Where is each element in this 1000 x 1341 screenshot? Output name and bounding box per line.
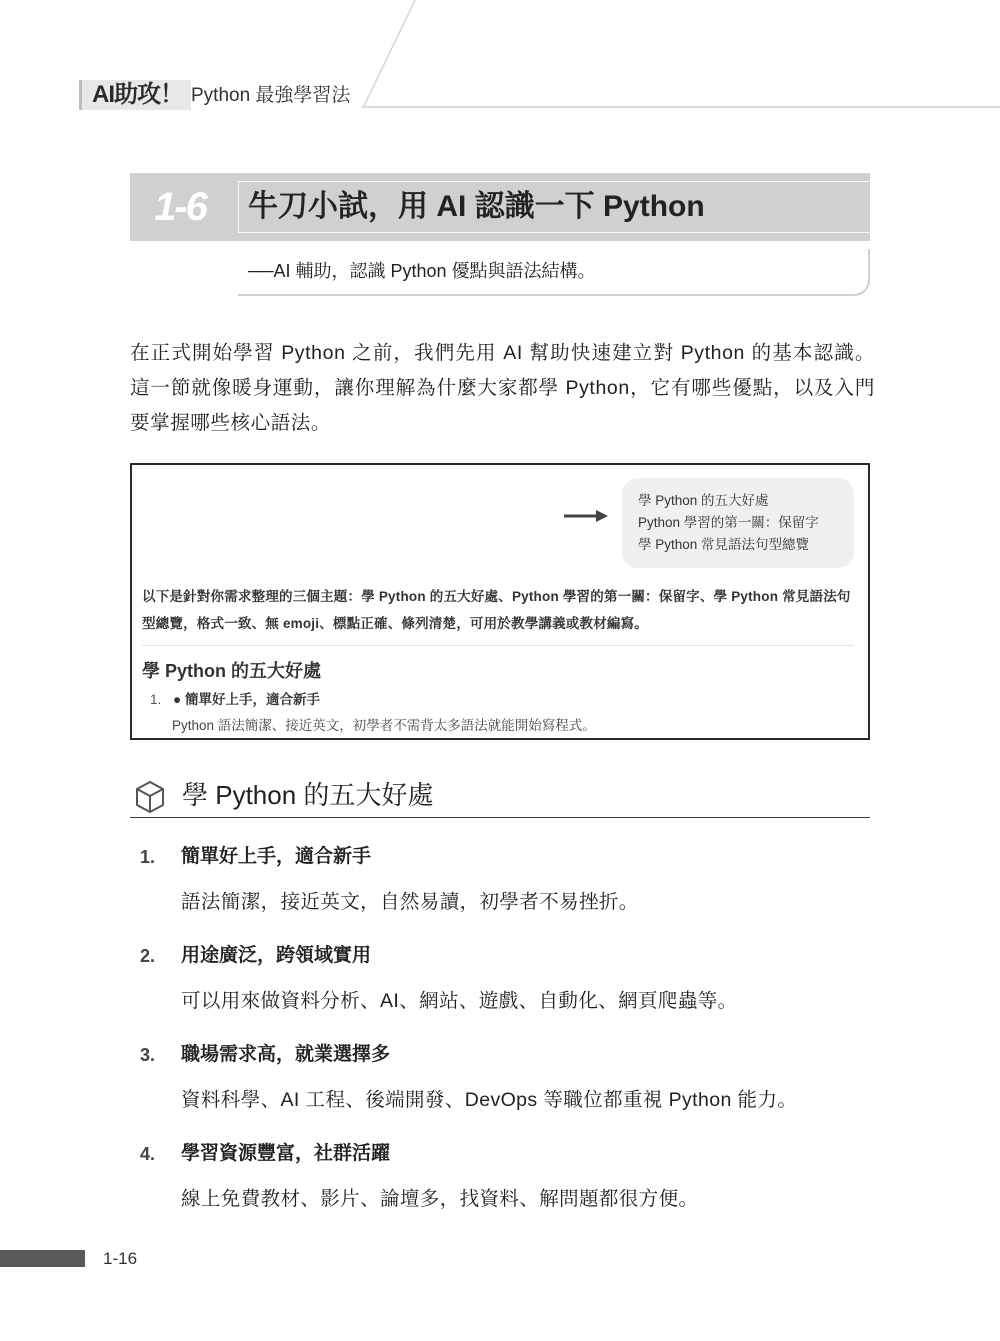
- running-header: [0, 0, 1000, 120]
- prompt-line: 學 Python 的五大好處: [638, 493, 769, 508]
- reply-list-item-title: [150, 690, 320, 710]
- item-description: 可以用來做資料分析、AI、網站、遊戲、自動化、網頁爬蟲等。: [181, 990, 738, 1012]
- subsection-title: 學 Python 的五大好處: [182, 780, 434, 810]
- list-item: [140, 939, 860, 1038]
- item-title: 用途廣泛，跨領域實用: [181, 945, 372, 966]
- list-item: [140, 840, 860, 939]
- list-item: [140, 1038, 860, 1137]
- user-prompt-bubble: [622, 478, 854, 568]
- reply-heading: 學 Python 的五大好處: [142, 661, 321, 681]
- reply-divider: [142, 645, 854, 646]
- item-number: 2.: [140, 946, 156, 966]
- arrow-right-icon: [564, 509, 608, 523]
- bullet-icon: ●: [173, 692, 182, 707]
- page-number: 1-16: [103, 1249, 138, 1268]
- list-item: [140, 1137, 860, 1236]
- chat-screenshot-figure: [130, 463, 870, 740]
- item-title: 職場需求高，就業選擇多: [181, 1044, 391, 1065]
- header-rule: [362, 106, 1000, 108]
- benefits-list: [140, 840, 860, 1236]
- reply-list-title: 簡單好上手，適合新手: [184, 692, 320, 707]
- section-heading: [130, 173, 870, 241]
- section-title: 牛刀小試，用 AI 認識一下 Python: [248, 190, 705, 223]
- section-subtitle: ──AI 輔助，認識 Python 優點與語法結構。: [248, 261, 596, 281]
- item-title: 學習資源豐富，社群活躍: [181, 1143, 391, 1164]
- item-number: 1.: [140, 847, 156, 867]
- item-description: 語法簡潔，接近英文，自然易讀，初學者不易挫折。: [181, 891, 639, 913]
- reply-list-body: Python 語法簡潔、接近英文，初學者不需背太多語法就能開始寫程式。: [172, 718, 596, 733]
- prompt-line: Python 學習的第一關：保留字: [638, 515, 819, 530]
- item-number: 4.: [140, 1144, 156, 1164]
- ai-reply-text: 以下是針對你需求整理的三個主題：學 Python 的五大好處、Python 學習的第一關：保留字、學 Python 常見語法句型總覽，格式一致、無 emoji、標點正確、條列清楚，可用於教學講義或教材編寫。: [142, 589, 851, 631]
- item-description: 資料科學、AI 工程、後端開發、DevOps 等職位都重視 Python 能力。: [181, 1089, 798, 1111]
- prompt-line: 學 Python 常見語法句型總覽: [638, 537, 810, 552]
- cube-icon: [134, 780, 166, 814]
- item-title: 簡單好上手，適合新手: [181, 846, 372, 867]
- series-tag: AI助攻！: [79, 80, 191, 110]
- item-number: 3.: [140, 1045, 156, 1065]
- reply-list-number: 1.: [150, 692, 162, 707]
- book-title: Python 最強學習法: [191, 85, 351, 106]
- section-number: 1-6: [154, 185, 206, 229]
- footer-bar: [0, 1250, 85, 1267]
- subsection-heading: [130, 776, 870, 818]
- header-diagonal-line: [360, 0, 420, 110]
- item-description: 線上免費教材、影片、論壇多，找資料、解問題都很方便。: [181, 1188, 699, 1210]
- intro-paragraph: 在正式開始學習 Python 之前，我們先用 AI 幫助快速建立對 Python 的基本認識。這一節就像暖身運動，讓你理解為什麼大家都學 Python，它有哪些優點，以及入門要掌握哪些核心語法。: [130, 342, 875, 434]
